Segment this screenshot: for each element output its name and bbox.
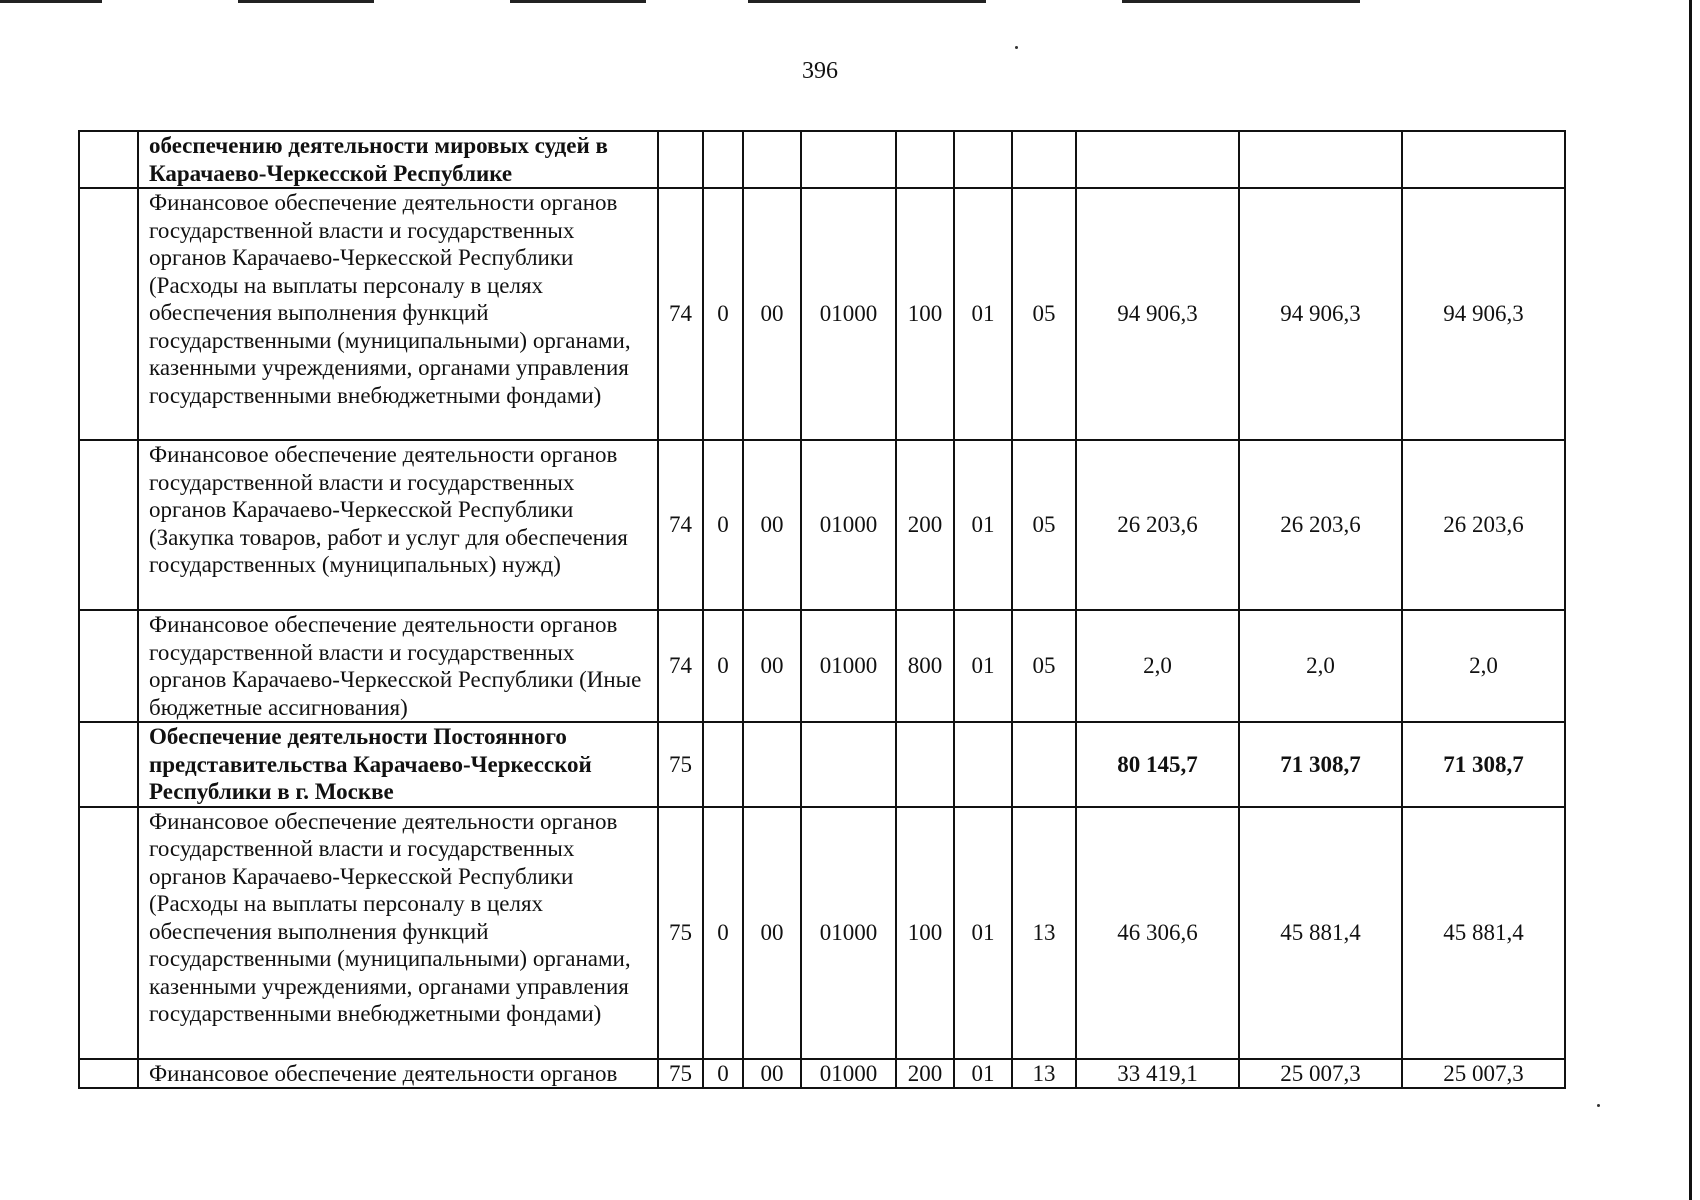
budget-table xyxy=(78,130,1566,1089)
code-cell: 01 xyxy=(954,807,1012,1059)
code-cell: 01000 xyxy=(801,440,896,610)
code-cell: 05 xyxy=(1012,188,1076,440)
code-cell: 13 xyxy=(1012,1059,1076,1089)
amount-cell: 2,0 xyxy=(1402,610,1565,722)
code-cell: 13 xyxy=(1012,807,1076,1059)
code-cell xyxy=(703,722,743,807)
empty-cell xyxy=(79,807,138,1059)
code-cell: 0 xyxy=(703,188,743,440)
table-row xyxy=(79,807,1565,1059)
empty-cell xyxy=(79,131,138,188)
scan-speck xyxy=(1597,1104,1600,1107)
empty-cell xyxy=(79,188,138,440)
amount-cell xyxy=(1076,131,1239,188)
code-cell xyxy=(703,131,743,188)
code-cell: 01000 xyxy=(801,1059,896,1089)
code-cell xyxy=(801,722,896,807)
amount-cell: 2,0 xyxy=(1239,610,1402,722)
amount-cell: 94 906,3 xyxy=(1076,188,1239,440)
row-description: Финансовое обеспечение деятельности органов государственной власти и государственных органов Карачаево-Черкесской Республики (Расходы на выплаты персоналу в целях обеспечения выполнения функций государственными (муниципальными) органами, казенными учреждениями, органами управления государственными внебюджетными фондами) xyxy=(138,807,658,1059)
row-description: Финансовое обеспечение деятельности органов государственной власти и государственных органов Карачаево-Черкесской Республики (Закупка товаров, работ и услуг для обеспечения государственных (муниципальных) нужд) xyxy=(138,440,658,610)
amount-cell: 94 906,3 xyxy=(1239,188,1402,440)
amount-cell: 80 145,7 xyxy=(1076,722,1239,807)
code-cell: 75 xyxy=(658,1059,703,1089)
amount-cell: 71 308,7 xyxy=(1239,722,1402,807)
scan-speck xyxy=(1015,46,1018,49)
code-cell xyxy=(896,131,954,188)
code-cell: 01 xyxy=(954,188,1012,440)
scan-right-edge xyxy=(1689,0,1692,1200)
code-cell xyxy=(954,722,1012,807)
amount-cell: 25 007,3 xyxy=(1239,1059,1402,1089)
code-cell: 05 xyxy=(1012,440,1076,610)
code-cell: 01 xyxy=(954,610,1012,722)
amount-cell: 45 881,4 xyxy=(1402,807,1565,1059)
amount-cell: 46 306,6 xyxy=(1076,807,1239,1059)
code-cell: 74 xyxy=(658,188,703,440)
code-cell: 75 xyxy=(658,722,703,807)
code-cell xyxy=(743,131,801,188)
code-cell: 00 xyxy=(743,807,801,1059)
code-cell: 100 xyxy=(896,188,954,440)
amount-cell xyxy=(1402,131,1565,188)
code-cell: 01 xyxy=(954,440,1012,610)
code-cell: 0 xyxy=(703,440,743,610)
empty-cell xyxy=(79,440,138,610)
table-row xyxy=(79,610,1565,722)
amount-cell: 33 419,1 xyxy=(1076,1059,1239,1089)
amount-cell: 26 203,6 xyxy=(1402,440,1565,610)
row-description: обеспечению деятельности мировых судей в Карачаево-Черкесской Республике xyxy=(138,131,658,188)
amount-cell: 26 203,6 xyxy=(1076,440,1239,610)
code-cell: 74 xyxy=(658,440,703,610)
code-cell: 200 xyxy=(896,1059,954,1089)
code-cell: 74 xyxy=(658,610,703,722)
empty-cell xyxy=(79,610,138,722)
page-number: 396 xyxy=(802,58,838,84)
table-row xyxy=(79,131,1565,188)
code-cell: 0 xyxy=(703,1059,743,1089)
code-cell: 0 xyxy=(703,807,743,1059)
code-cell: 01000 xyxy=(801,188,896,440)
code-cell xyxy=(1012,722,1076,807)
code-cell: 0 xyxy=(703,610,743,722)
amount-cell xyxy=(1239,131,1402,188)
code-cell: 01000 xyxy=(801,610,896,722)
amount-cell: 2,0 xyxy=(1076,610,1239,722)
code-cell: 100 xyxy=(896,807,954,1059)
empty-cell xyxy=(79,722,138,807)
code-cell xyxy=(954,131,1012,188)
table-row xyxy=(79,722,1565,807)
table-row xyxy=(79,1059,1565,1089)
code-cell: 01000 xyxy=(801,807,896,1059)
code-cell: 00 xyxy=(743,610,801,722)
code-cell xyxy=(896,722,954,807)
empty-cell xyxy=(79,1059,138,1089)
code-cell: 75 xyxy=(658,807,703,1059)
code-cell: 00 xyxy=(743,440,801,610)
code-cell: 05 xyxy=(1012,610,1076,722)
row-description: Обеспечение деятельности Постоянного представительства Карачаево-Черкесской Республики в г. Москве xyxy=(138,722,658,807)
table-row xyxy=(79,440,1565,610)
amount-cell: 45 881,4 xyxy=(1239,807,1402,1059)
row-description: Финансовое обеспечение деятельности органов государственной власти и государственных органов Карачаево-Черкесской Республики (Расходы на выплаты персоналу в целях обеспечения выполнения функций государственными (муниципальными) органами, казенными учреждениями, органами управления государственными внебюджетными фондами) xyxy=(138,188,658,440)
amount-cell: 26 203,6 xyxy=(1239,440,1402,610)
code-cell: 200 xyxy=(896,440,954,610)
code-cell: 00 xyxy=(743,188,801,440)
code-cell: 800 xyxy=(896,610,954,722)
amount-cell: 71 308,7 xyxy=(1402,722,1565,807)
code-cell: 01 xyxy=(954,1059,1012,1089)
amount-cell: 25 007,3 xyxy=(1402,1059,1565,1089)
code-cell xyxy=(743,722,801,807)
scan-top-edge xyxy=(0,0,1700,3)
row-description: Финансовое обеспечение деятельности органов государственной власти и государственных органов Карачаево-Черкесской Республики (Иные бюджетные ассигнования) xyxy=(138,610,658,722)
code-cell: 00 xyxy=(743,1059,801,1089)
amount-cell: 94 906,3 xyxy=(1402,188,1565,440)
row-description: Финансовое обеспечение деятельности органов xyxy=(138,1059,658,1089)
code-cell xyxy=(801,131,896,188)
code-cell xyxy=(658,131,703,188)
table-row xyxy=(79,188,1565,440)
code-cell xyxy=(1012,131,1076,188)
